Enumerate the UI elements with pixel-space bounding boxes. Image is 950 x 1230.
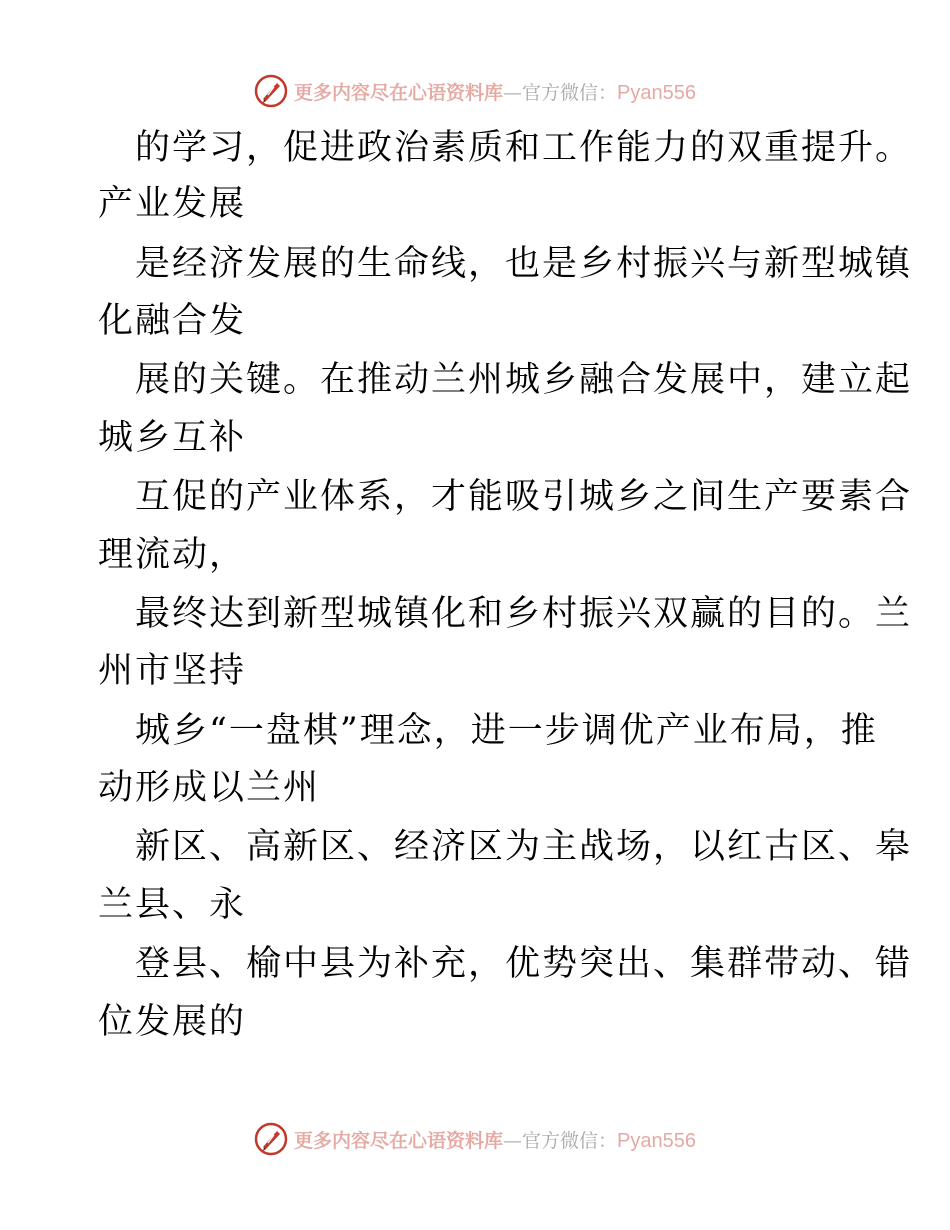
header-banner-wechat-label: 官方微信： bbox=[522, 81, 618, 104]
body-line: 互促的产业体系，才能吸引城乡之间生产要素合 bbox=[135, 477, 913, 517]
header-banner-main: 更多内容尽在心语资料库 bbox=[294, 81, 504, 104]
body-line: 城乡“一盘棋”理念，进一步调优产业布局，推 bbox=[135, 711, 878, 751]
body-line: 登县、榆中县为补充，优势突出、集群带动、错 bbox=[135, 944, 913, 984]
body-line: 兰县、永 bbox=[98, 885, 247, 925]
header-banner-wechat-id: Pyan556 bbox=[617, 81, 696, 104]
body-line: 州市坚持 bbox=[98, 651, 247, 691]
body-line: 产业发展 bbox=[98, 184, 247, 224]
body-line: 是经济发展的生命线，也是乡村振兴与新型城镇 bbox=[135, 244, 913, 284]
body-line: 新区、高新区、经济区为主战场，以红古区、皋 bbox=[135, 827, 913, 867]
footer-banner-inner bbox=[254, 1122, 696, 1156]
footer-banner-separator: — bbox=[503, 1129, 523, 1152]
body-line: 城乡互补 bbox=[98, 418, 247, 458]
header-banner-separator: — bbox=[503, 81, 523, 104]
quill-pen-circle-icon bbox=[254, 1122, 288, 1156]
body-line: 展的关键。在推动兰州城乡融合发展中，建立起 bbox=[135, 360, 913, 400]
footer-banner-wechat-id: Pyan556 bbox=[617, 1129, 696, 1152]
footer-banner-main: 更多内容尽在心语资料库 bbox=[294, 1129, 504, 1152]
body-line: 的学习，促进政治素质和工作能力的双重提升。 bbox=[135, 128, 913, 168]
body-line: 化融合发 bbox=[98, 301, 247, 341]
body-line: 最终达到新型城镇化和乡村振兴双赢的目的。兰 bbox=[135, 594, 913, 634]
body-line: 理流动， bbox=[98, 535, 247, 575]
body-line: 动形成以兰州 bbox=[98, 768, 321, 808]
footer-banner-wechat-label: 官方微信： bbox=[522, 1129, 618, 1152]
footer-banner bbox=[0, 1119, 950, 1159]
footer-banner-text bbox=[294, 1126, 696, 1153]
body-line: 位发展的 bbox=[98, 1002, 247, 1042]
